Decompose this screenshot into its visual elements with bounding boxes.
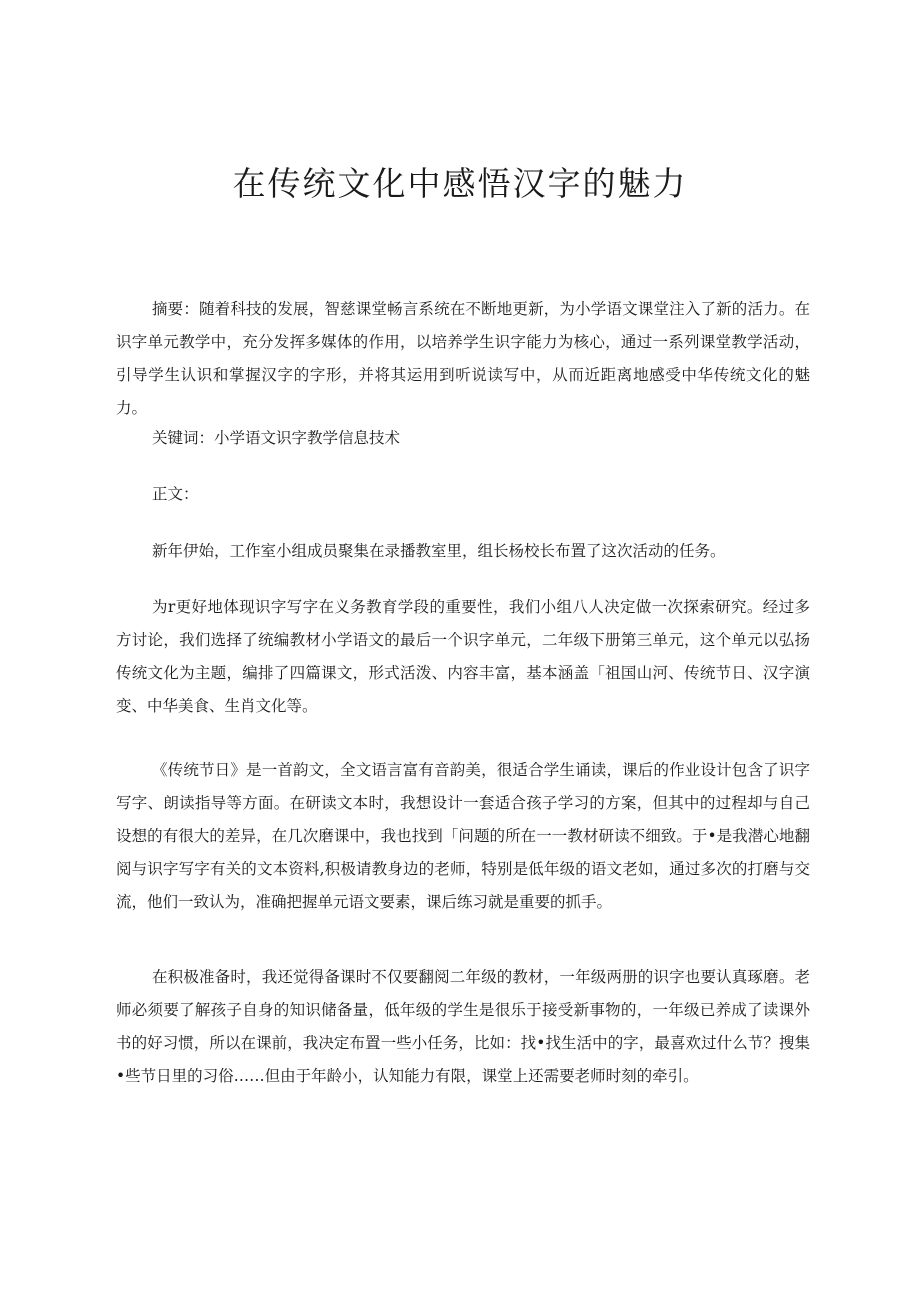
body-paragraph-3: 《传统节日》是一首韵文，全文语言富有音韵美，很适合学生诵读，课后的作业设计包含了识字写字、朗读指导等方面。在研读文本时，我想设计一套适合孩子学习的方案，但其中的过程却与自己设想的有很大的差异，在几次磨课中，我也找到「问题的所在一一教材研读不细致。于•是我潜心地翻阅与识字写字有关的文本资料,积极请教身边的老师，特别是低年级的语文老如，通过多次的打磨与交流，他们一致认为，准确把握单元语文要素，课后练习就是重要的抓手。 bbox=[116, 761, 810, 911]
body-paragraph-2: 为r更好地体现识字写字在义务教育学段的重要性，我们小组八人决定做一次探索研究。经过多方讨论，我们选择了统编教材小学语文的最后一个识字单元，二年级下册第三单元，这个单元以弘扬传统文化为主题，编排了四篇课文，形式活泼、内容丰富，基本涵盖「祖国山河、传统节日、汉字演变、中华美食、生肖文化等。 bbox=[116, 598, 810, 715]
keywords-line: 关键词：小学语文识字教学信息技术 bbox=[152, 429, 401, 447]
body-paragraph-4: 在积极准备时，我还觉得备课时不仅要翻阅二年级的教材，一年级两册的识字也要认真琢磨。老师必须要了解孩子自身的知识储备量，低年级的学生是很乐于接受新事物的，一年级已养成了读课外书的好习惯，所以在课前，我决定布置一些小任务，比如：找•找生活中的字，最喜欢过什么节？搜集•些节日里的习俗……但由于年龄小，认知能力有限，课堂上还需要老师时刻的牵引。 bbox=[116, 968, 810, 1085]
abstract-paragraph: 摘要：随着科技的发展，智慈课堂畅言系统在不断地更新，为小学语文课堂注入了新的活力。在识字单元教学中，充分发挥多媒体的作用，以培养学生识字能力为核心，通过一系列课堂教学活动，引导学生认识和掌握汉字的字形，并将其运用到听说读写中，从而近距离地感受中华传统文化的魅力。 bbox=[116, 300, 810, 417]
body-label: 正文： bbox=[152, 485, 199, 503]
document-title: 在传统文化中感悟汉字的魅力 bbox=[232, 164, 688, 203]
body-paragraph-1: 新年伊始，工作室小组成员聚集在录播教室里，组长杨校长布置了这次活动的任务。 bbox=[152, 542, 726, 560]
